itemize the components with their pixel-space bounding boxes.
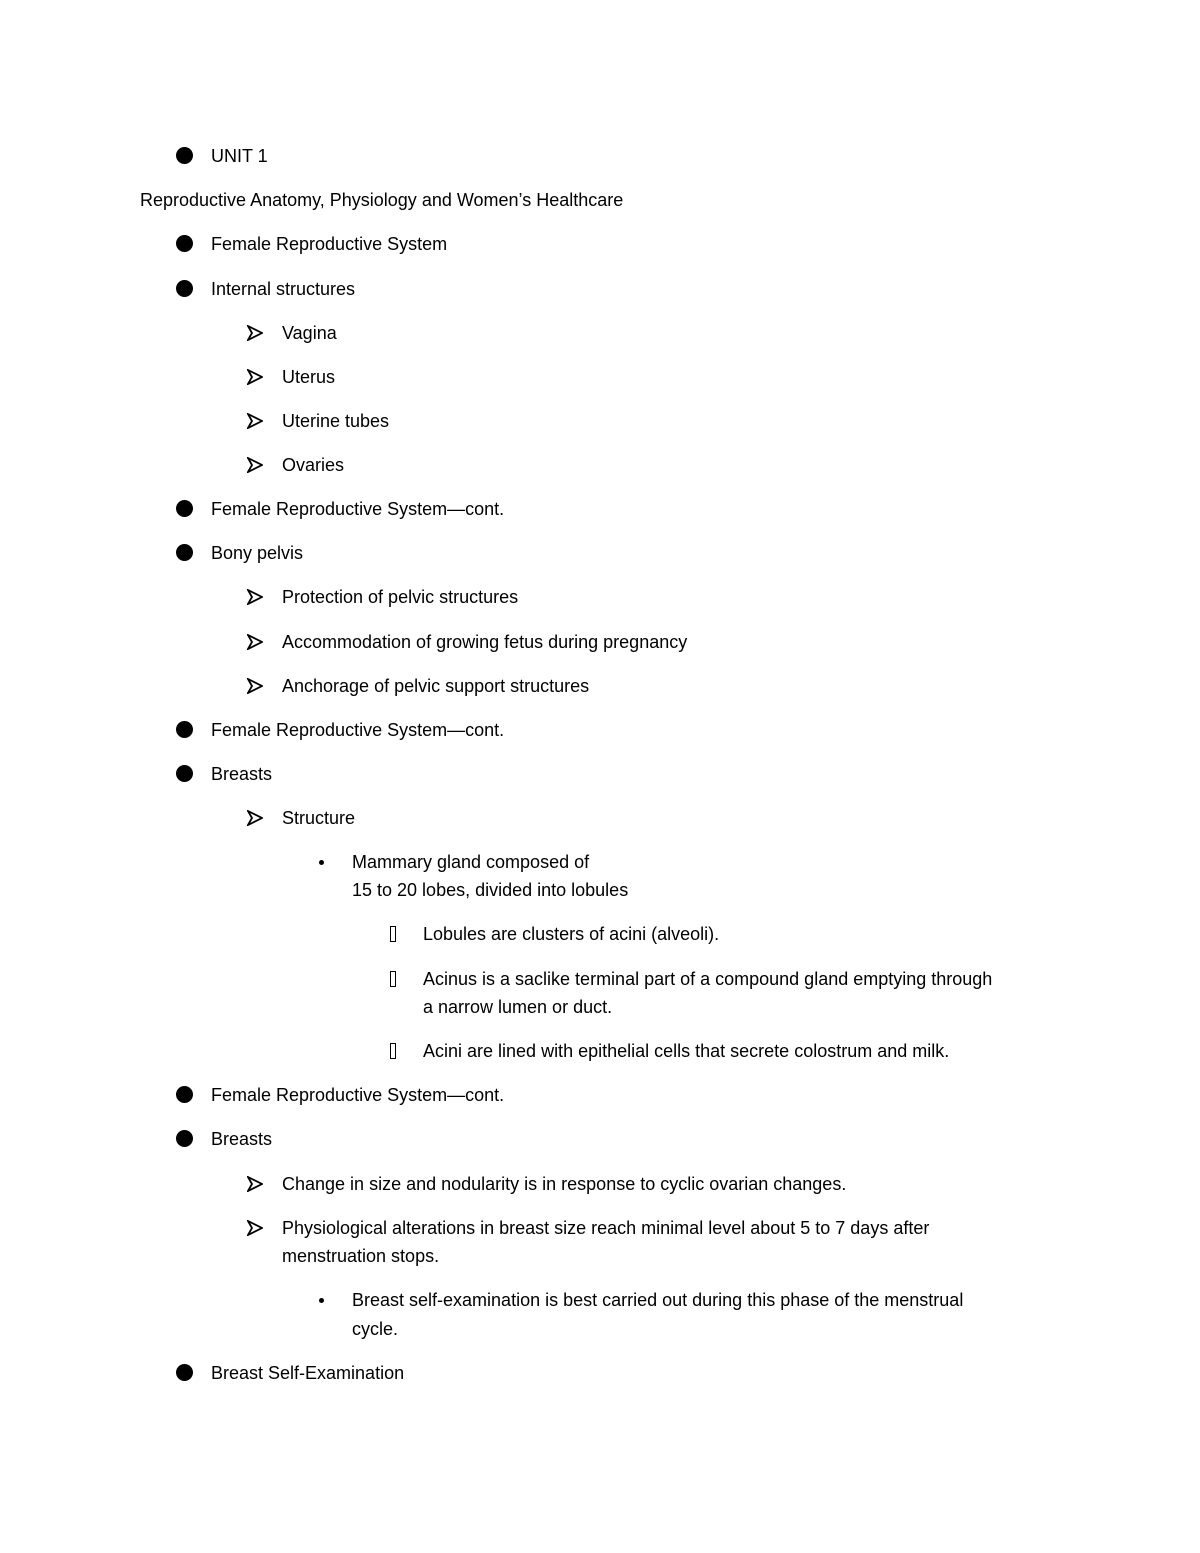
item-text: Internal structures	[211, 279, 356, 299]
square-bullet-icon	[388, 920, 408, 948]
arrow-bullet-icon	[247, 804, 267, 832]
item-text: menstruation stops.	[282, 1246, 440, 1266]
item-text: Lobules are clusters of acini (alveoli).	[423, 924, 720, 944]
filled-circle-bullet-icon	[176, 142, 196, 170]
arrow-bullet-icon	[247, 583, 267, 611]
item-text: Breasts	[211, 1129, 273, 1149]
arrow-bullet-icon	[247, 1170, 267, 1198]
item-text: Uterus	[282, 367, 336, 387]
item-text: Acinus is a saclike terminal part of a compound gland emptying through	[423, 969, 993, 989]
arrow-bullet-icon	[247, 672, 267, 700]
item-text: a narrow lumen or duct.	[423, 997, 613, 1017]
item-text: Mammary gland composed of	[352, 852, 590, 872]
item-text: Vagina	[282, 323, 337, 343]
small-dot-bullet-icon	[316, 848, 336, 876]
arrow-bullet-icon	[247, 451, 267, 479]
filled-circle-bullet-icon	[176, 230, 196, 258]
filled-circle-bullet-icon	[176, 716, 196, 744]
item-text: Acini are lined with epithelial cells that secrete colostrum and milk.	[423, 1041, 950, 1061]
filled-circle-bullet-icon	[176, 1081, 196, 1109]
filled-circle-bullet-icon	[176, 1359, 196, 1387]
filled-circle-bullet-icon	[176, 495, 196, 523]
document-title: Reproductive Anatomy, Physiology and Women’s Healthcare	[140, 190, 624, 210]
filled-circle-bullet-icon	[176, 539, 196, 567]
item-text: 15 to 20 lobes, divided into lobules	[352, 880, 629, 900]
arrow-bullet-icon	[247, 319, 267, 347]
item-text: Breast self-examination is best carried out during this phase of the menstrual	[352, 1290, 964, 1310]
filled-circle-bullet-icon	[176, 275, 196, 303]
item-text: Female Reproductive System—cont.	[211, 1085, 505, 1105]
item-text: Physiological alterations in breast size reach minimal level about 5 to 7 days after	[282, 1218, 930, 1238]
item-text: Female Reproductive System—cont.	[211, 720, 505, 740]
item-text: Female Reproductive System—cont.	[211, 499, 505, 519]
filled-circle-bullet-icon	[176, 1125, 196, 1153]
item-text: Breasts	[211, 764, 273, 784]
arrow-bullet-icon	[247, 407, 267, 435]
item-text: Breast Self-Examination	[211, 1363, 405, 1383]
square-bullet-icon	[388, 1037, 408, 1065]
item-text: Uterine tubes	[282, 411, 390, 431]
item-text: Bony pelvis	[211, 543, 304, 563]
item-text: Ovaries	[282, 455, 345, 475]
arrow-bullet-icon	[247, 1214, 267, 1242]
item-text: cycle.	[352, 1319, 399, 1339]
square-bullet-icon	[388, 965, 408, 993]
item-text: Protection of pelvic structures	[282, 587, 519, 607]
item-text: Change in size and nodularity is in response to cyclic ovarian changes.	[282, 1174, 847, 1194]
item-text: Structure	[282, 808, 356, 828]
arrow-bullet-icon	[247, 628, 267, 656]
unit-heading: UNIT 1	[211, 146, 268, 166]
small-dot-bullet-icon	[316, 1286, 336, 1314]
item-text: Anchorage of pelvic support structures	[282, 676, 590, 696]
filled-circle-bullet-icon	[176, 760, 196, 788]
item-text: Accommodation of growing fetus during pregnancy	[282, 632, 688, 652]
item-text: Female Reproductive System	[211, 234, 448, 254]
arrow-bullet-icon	[247, 363, 267, 391]
